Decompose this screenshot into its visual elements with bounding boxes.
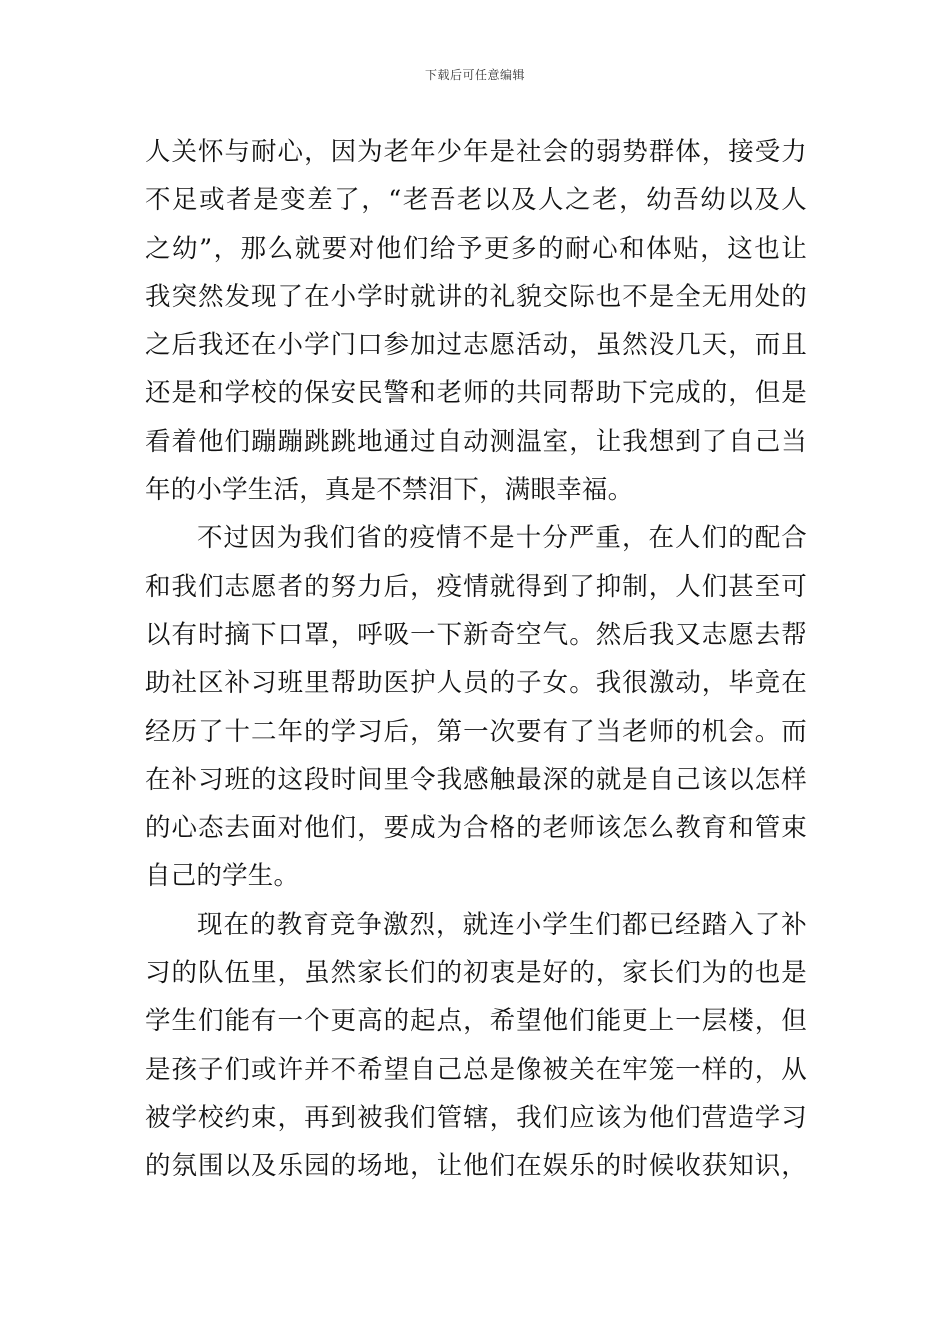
text-line: 是孩子们或许并不希望自己总是像被关在牢笼一样的，从 bbox=[145, 1054, 807, 1085]
header-note: 下载后可任意编辑 bbox=[424, 68, 525, 82]
text-line: 不过因为我们省的疫情不是十分严重，在人们的配合 bbox=[197, 523, 807, 554]
text-line: 经历了十二年的学习后，第一次要有了当老师的机会。而 bbox=[145, 716, 807, 747]
text-line: 习的队伍里，虽然家长们的初衷是好的，家长们为的也是 bbox=[145, 958, 807, 989]
body-text bbox=[145, 128, 807, 1191]
paragraph-2 bbox=[145, 514, 807, 900]
text-line: 现在的教育竞争激烈，就连小学生们都已经踏入了补 bbox=[197, 909, 807, 940]
text-line: 的心态去面对他们，要成为合格的老师该怎么教育和管束 bbox=[145, 813, 807, 844]
text-line: 在补习班的这段时间里令我感触最深的就是自己该以怎样 bbox=[145, 764, 807, 795]
text-line: 年的小学生活，真是不禁泪下，满眼幸福。 bbox=[145, 475, 634, 506]
text-line: 自己的学生。 bbox=[145, 861, 300, 892]
text-line: 的氛围以及乐园的场地，让他们在娱乐的时候收获知识， bbox=[145, 1151, 807, 1182]
text-line: 之幼”，那么就要对他们给予更多的耐心和体贴，这也让 bbox=[145, 233, 807, 264]
text-line: 和我们志愿者的努力后，疫情就得到了抑制，人们甚至可 bbox=[145, 571, 807, 602]
text-line: 我突然发现了在小学时就讲的礼貌交际也不是全无用处的 bbox=[145, 281, 807, 312]
paragraph-3 bbox=[145, 901, 807, 1191]
text-line: 以有时摘下口罩，呼吸一下新奇空气。然后我又志愿去帮 bbox=[145, 619, 807, 650]
text-line: 学生们能有一个更高的起点，希望他们能更上一层楼，但 bbox=[145, 1006, 807, 1037]
text-line: 还是和学校的保安民警和老师的共同帮助下完成的，但是 bbox=[145, 378, 807, 409]
text-line: 之后我还在小学门口参加过志愿活动，虽然没几天，而且 bbox=[145, 330, 807, 361]
text-line: 助社区补习班里帮助医护人员的子女。我很激动，毕竟在 bbox=[145, 668, 807, 699]
text-line: 不足或者是变差了，“老吾老以及人之老，幼吾幼以及人 bbox=[145, 185, 807, 216]
text-line: 人关怀与耐心，因为老年少年是社会的弱势群体，接受力 bbox=[145, 137, 807, 167]
text-line: 被学校约束，再到被我们管辖，我们应该为他们营造学习 bbox=[145, 1102, 807, 1133]
text-line: 看着他们蹦蹦跳跳地通过自动测温室，让我想到了自己当 bbox=[145, 426, 807, 457]
paragraph-1 bbox=[145, 128, 807, 514]
